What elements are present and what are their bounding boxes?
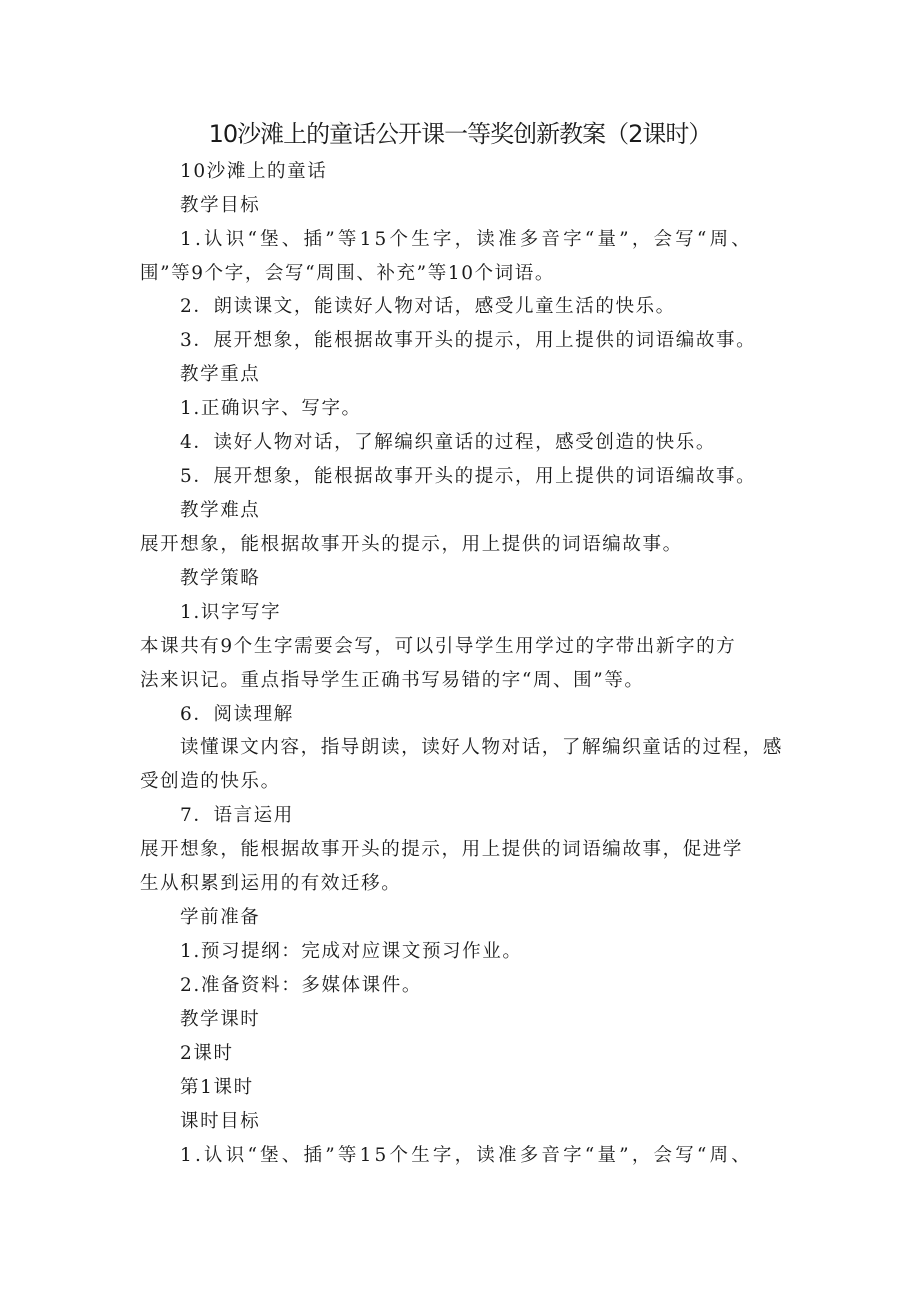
- goal-item-2: 2．朗读课文，能读好人物对话，感受儿童生活的快乐。: [180, 296, 676, 317]
- section-heading-strategy: 教学策略: [180, 568, 261, 589]
- strategy-paragraph-7: 展开想象，能根据故事开头的提示，用上提供的词语编故事，促进学: [140, 839, 744, 860]
- strategy-paragraph-1: 本课共有9个生字需要会写，可以引导学生用学过的字带出新字的方: [140, 636, 737, 657]
- key-point-1: 1.正确识字、写字。: [180, 398, 362, 419]
- goal-item-1: 1.认识“堡、插”等15个生字，读准多音字“量”，会写“周、: [180, 229, 753, 250]
- section-heading-preparation: 学前准备: [180, 907, 261, 928]
- section-heading-periods: 教学课时: [180, 1009, 261, 1030]
- document-title: 10沙滩上的童话公开课一等奖创新教案（2课时）: [208, 120, 712, 148]
- strategy-item-6: 6．阅读理解: [180, 704, 294, 725]
- goal-item-3: 3．展开想象，能根据故事开头的提示，用上提供的词语编故事。: [180, 330, 757, 351]
- strategy-item-1: 1.识字写字: [180, 602, 282, 623]
- strategy-paragraph-1-continued: 法来识记。重点指导学生正确书写易错的字“周、围”等。: [140, 670, 645, 691]
- strategy-paragraph-7-continued: 生从积累到运用的有效迁移。: [140, 873, 402, 894]
- period-goal-item-1: 1.认识“堡、插”等15个生字，读准多音字“量”，会写“周、: [180, 1145, 753, 1166]
- key-point-5: 5．展开想象，能根据故事开头的提示，用上提供的词语编故事。: [180, 466, 757, 487]
- period-goals-heading: 课时目标: [180, 1111, 261, 1132]
- strategy-item-7: 7．语言运用: [180, 805, 294, 826]
- key-point-4: 4．读好人物对话，了解编织童话的过程，感受创造的快乐。: [180, 432, 716, 453]
- preparation-item-2: 2.准备资料：多媒体课件。: [180, 975, 422, 996]
- period-1-heading: 第1课时: [180, 1077, 254, 1098]
- preparation-item-1: 1.预习提纲：完成对应课文预习作业。: [180, 941, 523, 962]
- strategy-paragraph-6: 读懂课文内容，指导朗读，读好人物对话，了解编织童话的过程，感: [180, 737, 784, 758]
- section-heading-goals: 教学目标: [180, 195, 261, 216]
- section-heading-key-points: 教学重点: [180, 364, 261, 385]
- strategy-paragraph-6-continued: 受创造的快乐。: [140, 771, 281, 792]
- lesson-heading: 10沙滩上的童话: [180, 161, 328, 182]
- goal-item-1-continued: 围”等9个字，会写“周围、补充”等10个词语。: [140, 263, 555, 284]
- difficulty-text: 展开想象，能根据故事开头的提示，用上提供的词语编故事。: [140, 534, 683, 555]
- section-heading-difficulties: 教学难点: [180, 500, 261, 521]
- periods-count: 2课时: [180, 1043, 234, 1064]
